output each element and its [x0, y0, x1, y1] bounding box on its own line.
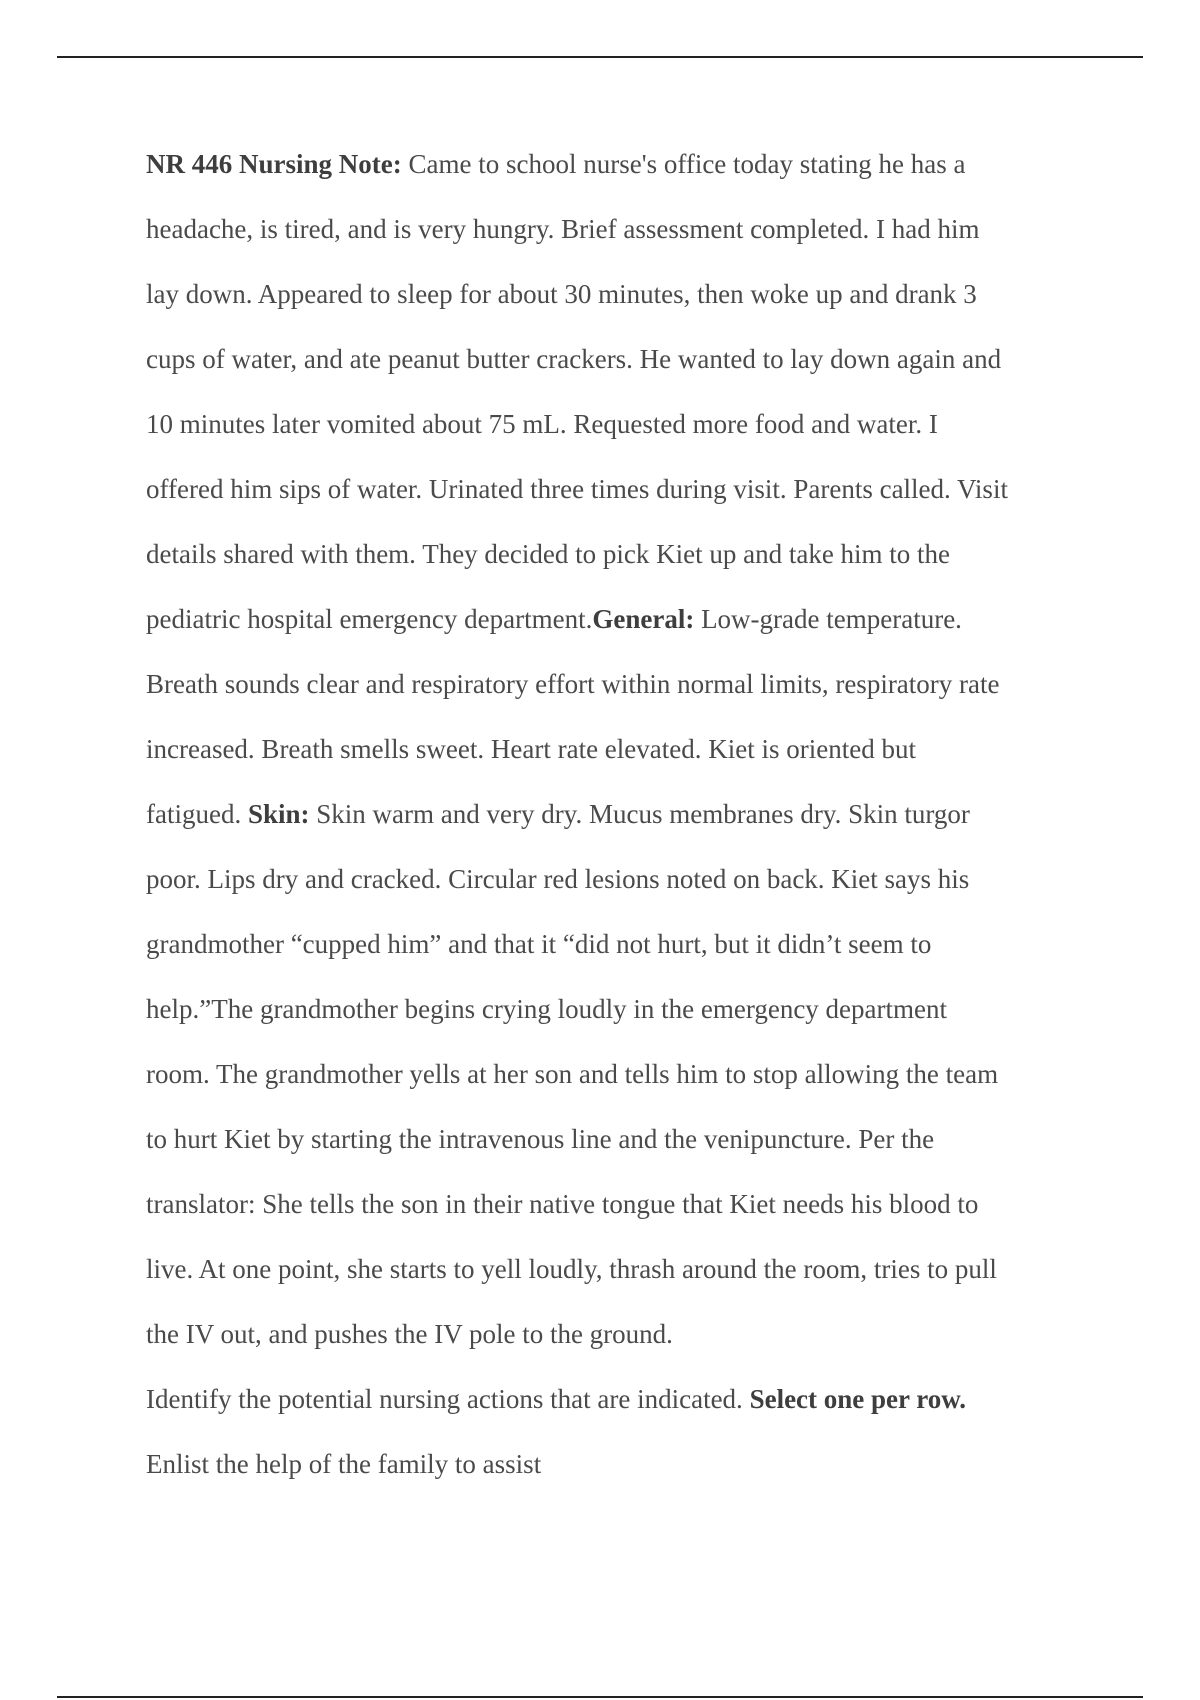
text-line: translator: She tells the son in their native tongue that Kiet needs his blood to — [146, 1189, 979, 1219]
bold-instruction: Select one per row. — [749, 1384, 967, 1414]
text-line: cups of water, and ate peanut butter crackers. He wanted to lay down again and — [146, 344, 1002, 374]
text-line: grandmother “cupped him” and that it “did not hurt, but it didn’t seem to — [146, 929, 932, 959]
question-prompt: Identify the potential nursing actions that are indicated. Select one per row. — [146, 1384, 967, 1414]
bold-heading: NR 446 Nursing Note: — [146, 149, 402, 179]
text-line: live. At one point, she starts to yell loudly, thrash around the room, tries to pull — [146, 1254, 997, 1284]
text-line: poor. Lips dry and cracked. Circular red lesions noted on back. Kiet says his — [146, 864, 970, 894]
text-line: lay down. Appeared to sleep for about 30 minutes, then woke up and drank 3 — [146, 279, 977, 309]
text-line: Breath sounds clear and respiratory effort within normal limits, respiratory rate — [146, 669, 1000, 699]
text-line: NR 446 Nursing Note: Came to school nurse's office today stating he has a — [146, 149, 966, 179]
bottom-rule — [57, 1696, 1143, 1698]
document-body — [146, 132, 1066, 1497]
text-line: increased. Breath smells sweet. Heart rate elevated. Kiet is oriented but — [146, 734, 916, 764]
top-rule — [57, 56, 1143, 58]
text-line: pediatric hospital emergency department.General: Low-grade temperature. — [146, 604, 962, 634]
bold-heading: Skin: — [247, 799, 310, 829]
text-line: details shared with them. They decided to pick Kiet up and take him to the — [146, 539, 951, 569]
text-line: 10 minutes later vomited about 75 mL. Requested more food and water. I — [146, 409, 938, 439]
text-line: fatigued. Skin: Skin warm and very dry. Mucus membranes dry. Skin turgor — [146, 799, 970, 829]
text-line: offered him sips of water. Urinated three times during visit. Parents called. Visit — [146, 474, 1008, 504]
text-line: room. The grandmother yells at her son and tells him to stop allowing the team — [146, 1059, 999, 1089]
text-line: headache, is tired, and is very hungry. Brief assessment completed. I had him — [146, 214, 980, 244]
text-line: the IV out, and pushes the IV pole to the ground. — [146, 1319, 673, 1349]
bold-heading: General: — [592, 604, 695, 634]
text-line: help.”The grandmother begins crying loudly in the emergency department — [146, 994, 947, 1024]
answer-option: Enlist the help of the family to assist — [146, 1449, 542, 1479]
text-line: to hurt Kiet by starting the intravenous line and the venipuncture. Per the — [146, 1124, 935, 1154]
